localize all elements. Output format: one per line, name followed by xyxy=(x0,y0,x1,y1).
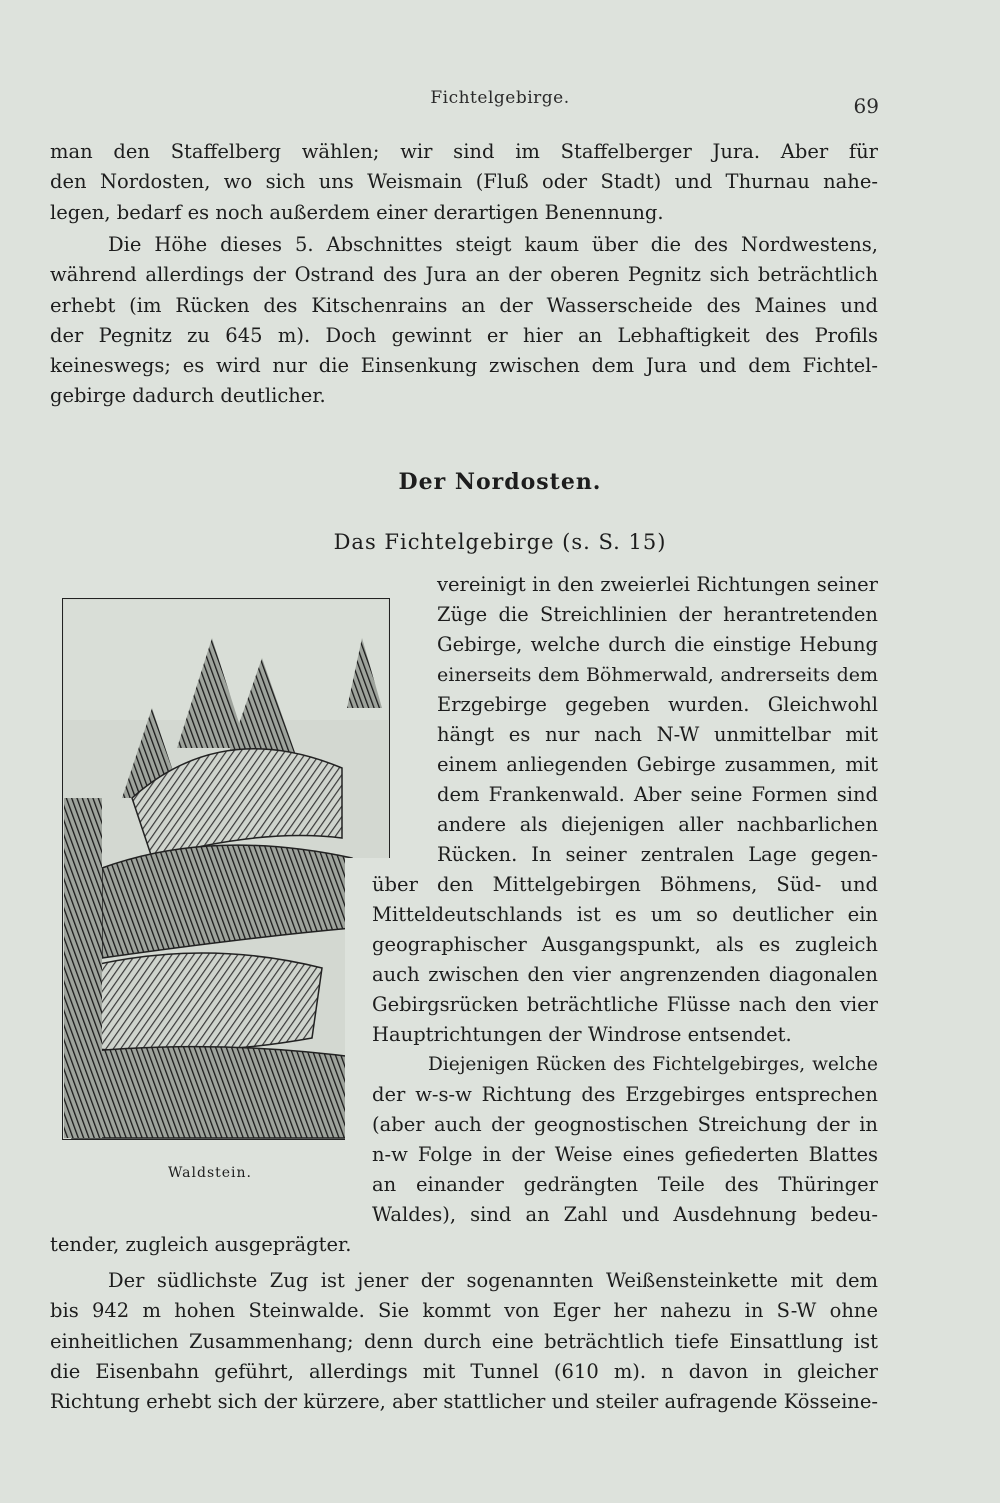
text-line: einem anliegenden Gebirge zusammen, mit xyxy=(437,753,878,776)
text-line: Rücken. In seiner zentralen Lage gegen- xyxy=(437,843,878,866)
text-line: Gebirgsrücken beträchtliche Flüsse nach den vier xyxy=(372,993,878,1016)
text-line: legen, bedarf es noch außerdem einer derartigen Benennung. xyxy=(50,201,664,224)
text-line: der Pegnitz zu 645 m). Doch gewinnt er hier an Lebhaftigkeit des Profils xyxy=(50,324,878,347)
page-number: 69 xyxy=(853,94,879,118)
woodcut-illustration xyxy=(62,598,390,1140)
text-line: einheitlichen Zusammenhang; denn durch eine beträchtlich tiefe Einsattlung ist xyxy=(50,1330,878,1353)
text-line: Die Höhe dieses 5. Abschnittes steigt kaum über die des Nordwestens, xyxy=(108,233,878,256)
text-line-continuation: tender, zugleich ausgeprägter. xyxy=(50,1233,352,1256)
text-line: während allerdings der Ostrand des Jura an der oberen Pegnitz sich beträchtlich xyxy=(50,263,878,286)
text-line: andere als diejenigen aller nachbarlichen xyxy=(437,813,878,836)
text-line: n-w Folge in der Weise eines gefiederten Blattes xyxy=(372,1143,878,1166)
text-line: gebirge dadurch deutlicher. xyxy=(50,384,326,407)
text-line: keineswegs; es wird nur die Einsenkung zwischen dem Jura und dem Fichtel- xyxy=(50,354,878,377)
text-line: an einander gedrängten Teile des Thüringer xyxy=(372,1173,878,1196)
text-line: über den Mittelgebirgen Böhmens, Süd- und xyxy=(372,873,878,896)
text-line: Mitteldeutschlands ist es um so deutlicher ein xyxy=(372,903,878,926)
text-line: dem Frankenwald. Aber seine Formen sind xyxy=(437,783,878,806)
text-line: bis 942 m hohen Steinwalde. Sie kommt von Eger her nahezu in S-W ohne xyxy=(50,1299,878,1322)
text-line: auch zwischen den vier angrenzenden diagonalen xyxy=(372,963,878,986)
text-line: man den Staffelberg wählen; wir sind im Staffelberger Jura. Aber für xyxy=(50,140,878,163)
text-line: Diejenigen Rücken des Fichtelgebirges, welche xyxy=(428,1054,878,1075)
text-line: die Eisenbahn geführt, allerdings mit Tunnel (610 m). n davon in gleicher xyxy=(50,1360,878,1383)
text-line: (aber auch der geognostischen Streichung der in xyxy=(372,1113,878,1136)
text-line: den Nordosten, wo sich uns Weismain (Fluß oder Stadt) und Thurnau nahe- xyxy=(50,170,878,193)
text-line: Der südlichste Zug ist jener der sogenannten Weißensteinkette mit dem xyxy=(108,1269,878,1292)
text-line: geographischer Ausgangspunkt, als es zugleich xyxy=(372,933,878,956)
text-line: Waldes), sind an Zahl und Ausdehnung bedeu- xyxy=(372,1203,878,1226)
text-line: Gebirge, welche durch die einstige Hebung xyxy=(437,633,878,656)
text-line: vereinigt in den zweierlei Richtungen seiner xyxy=(437,573,878,596)
section-heading: Der Nordosten. xyxy=(398,469,602,495)
text-line: Erzgebirge gegeben wurden. Gleichwohl xyxy=(437,693,878,716)
figure-caption: Waldstein. xyxy=(168,1165,252,1181)
woodcut-image xyxy=(62,598,390,1140)
running-title: Fichtelgebirge. xyxy=(430,88,570,108)
text-line: erhebt (im Rücken des Kitschenrains an der Wasserscheide des Maines und xyxy=(50,294,878,317)
text-line: der w-s-w Richtung des Erzgebirges entsprechen xyxy=(372,1083,878,1106)
text-line: hängt es nur nach N-W unmittelbar mit xyxy=(437,723,878,746)
subsection-heading: Das Fichtelgebirge (s. S. 15) xyxy=(333,530,667,554)
text-line: einerseits dem Böhmerwald, andrerseits dem xyxy=(437,664,878,686)
text-line: Richtung erhebt sich der kürzere, aber stattlicher und steiler aufragende Kösseine- xyxy=(50,1390,878,1413)
text-line: Hauptrichtungen der Windrose entsendet. xyxy=(372,1023,792,1046)
text-line: Züge die Streichlinien der herantretenden xyxy=(437,603,878,626)
